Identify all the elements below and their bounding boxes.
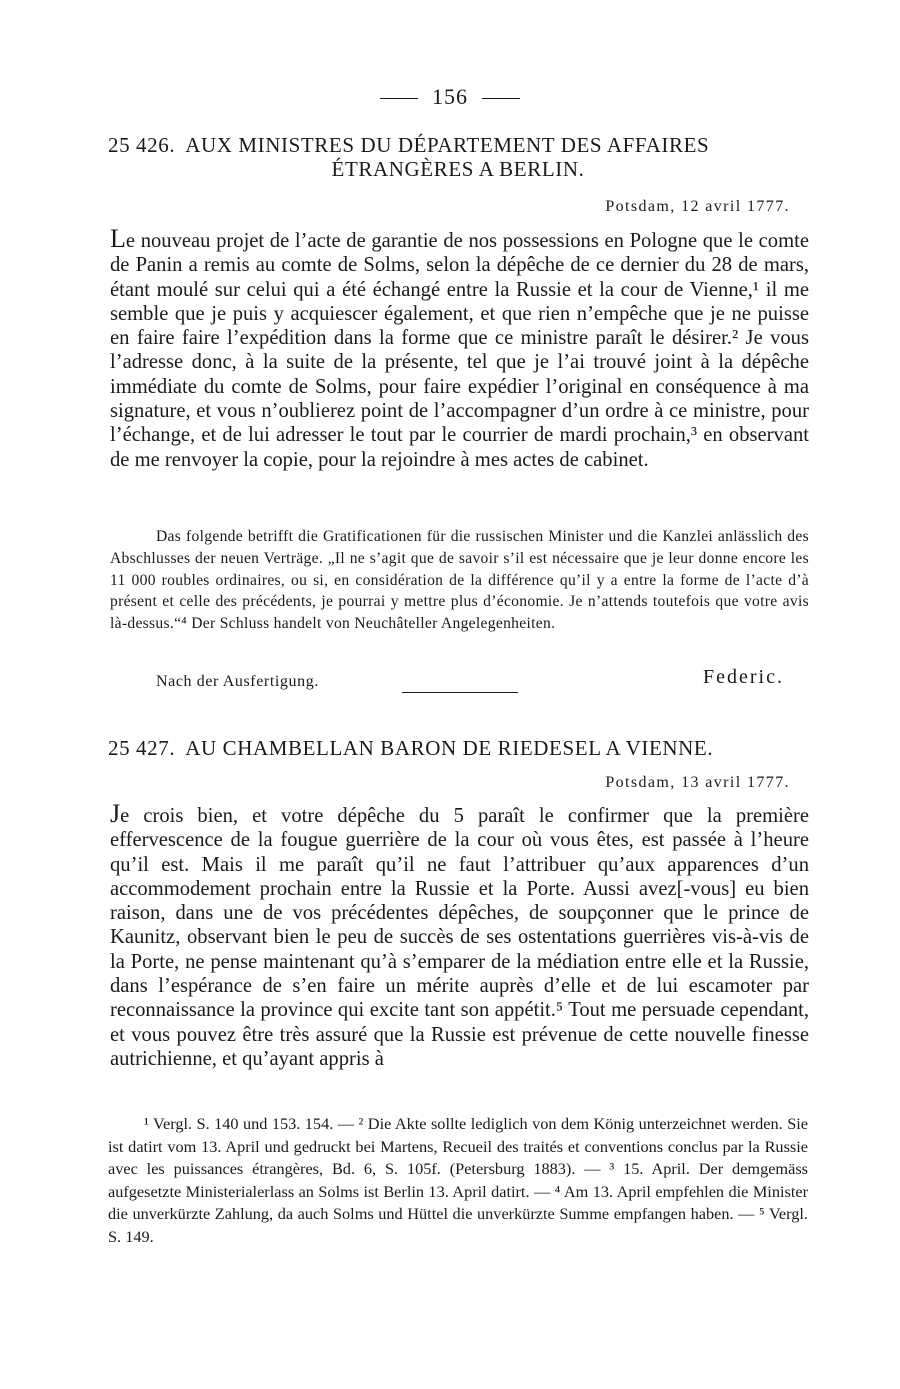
editorial-note: Das folgende betrifft die Gratificationen für die russischen Minister und die Kanzlei anlässlich des Abschlusses der neuen Verträge. „Il ne s’agit que de savoir s’il est nécessaire que je leur donne encore les 11 000 roubles ordinaires, ou si, en considération de la différence qu’il y a entre la forme de l’acte d’à présent et celle des précédents, je pourrai y mettre plus d’économie. Je n’attends toutefois que votre avis là-dessus.“⁴ Der Schluss handelt von Neuchâteller Angelegenheiten. [110, 528, 809, 633]
heading-line-1: AUX MINISTRES DU DÉPARTEMENT DES AFFAIRES [185, 133, 710, 157]
page-number: 156 [432, 84, 468, 109]
letter-body-text: e crois bien, et votre dépêche du 5 paraît le confirmer que la première effervescence de la fougue guerrière de la cour où vous êtes, est passée à l’heure qu’il est. Mais il me paraît qu’il ne faut l’attribuer qu’aux apparences d’un accommodement prochain entre la Russie et la Porte. Aussi avez[-vous] eu bien raison, dans une de vos précédentes dépêches, de soupçonner que le prince de Kaunitz, observant bien le peu de succès de ses ostentations guerrières vis-à-vis de la Porte, ne pense maintenant qu’à s’emparer de la médiation entre elle et la Russie, dans l’espérance de s’en faire un mérite auprès d’elle et de lui escamoter par reconnaissance la province qui excite tant son appétit.⁵ Tout me persuade cependant, et vous pouvez être très assuré que la Russie est prévenue de cette nouvelle finesse autrichienne, et qu’ayant appris à [110, 805, 809, 1070]
signature: Federic. [703, 666, 784, 688]
letter-body-text: e nouveau projet de l’acte de garantie de nos possessions en Pologne que le comte de Panin a remis au comte de Solms, selon la dépêche de ce dernier du 28 de mars, étant moulé sur celui qui a été échangé entre la Russie et la cour de Vienne,¹ il me semble que je puis y acquiescer également, et que rien n’empêche que je ne puisse en faire faire l’expédition dans la forme que ce ministre paraît le désirer.² Je vous l’adresse donc, à la suite de la présente, tel que je l’ai trouvé joint à la dépêche immédiate du comte de Solms, pour faire expédier l’original en conséquence à ma signature, et vous n’oublierez point de l’accompagner d’un ordre à ce ministre, pour l’échange, et de lui adresser le tout par le courrier de mardi prochain,³ en observant de me renvoyer la copie, pour la rejoindre à mes actes de cabinet. [110, 230, 809, 471]
separator-rule [402, 692, 518, 693]
letter-body-25426 [110, 224, 809, 472]
heading-line-1: AU CHAMBELLAN BARON DE RIEDESEL A VIENNE. [185, 736, 714, 760]
page-number-header [0, 84, 900, 110]
dateline: Potsdam, 13 avril 1777. [605, 774, 790, 791]
heading-line-2: ÉTRANGÈRES A BERLIN. [331, 157, 585, 181]
letter-number: 25 426. [108, 133, 176, 157]
letter-heading-25426 [108, 133, 808, 181]
footnotes: ¹ Vergl. S. 140 und 153. 154. — ² Die Akte sollte lediglich von dem König unterzeichnet werden. Sie ist datirt vom 13. April und gedruckt bei Martens, Recueil des traités et conventions conclus par la Russie avec les puissances étrangères, Bd. 6, S. 105f. (Petersburg 1883). — ³ 15. April. Der demgemäss aufgesetzte Ministerialerlass an Solms ist Berlin 13. April datirt. — ⁴ Am 13. April empfehlen die Minister die unverkürzte Zahlung, da auch Solms und Hüttel die unverkürzte Summe empfangen haben. — ⁵ Vergl. S. 149. [108, 1114, 808, 1246]
drop-cap: J [110, 799, 121, 828]
dateline: Potsdam, 12 avril 1777. [605, 198, 790, 215]
letter-heading-25427 [108, 736, 808, 760]
letter-body-25427 [110, 799, 809, 1071]
letter-number: 25 427. [108, 736, 176, 760]
source-note: Nach der Ausfertigung. [156, 673, 319, 690]
drop-cap: L [110, 224, 126, 253]
left-dash [380, 98, 418, 99]
right-dash [482, 98, 520, 99]
